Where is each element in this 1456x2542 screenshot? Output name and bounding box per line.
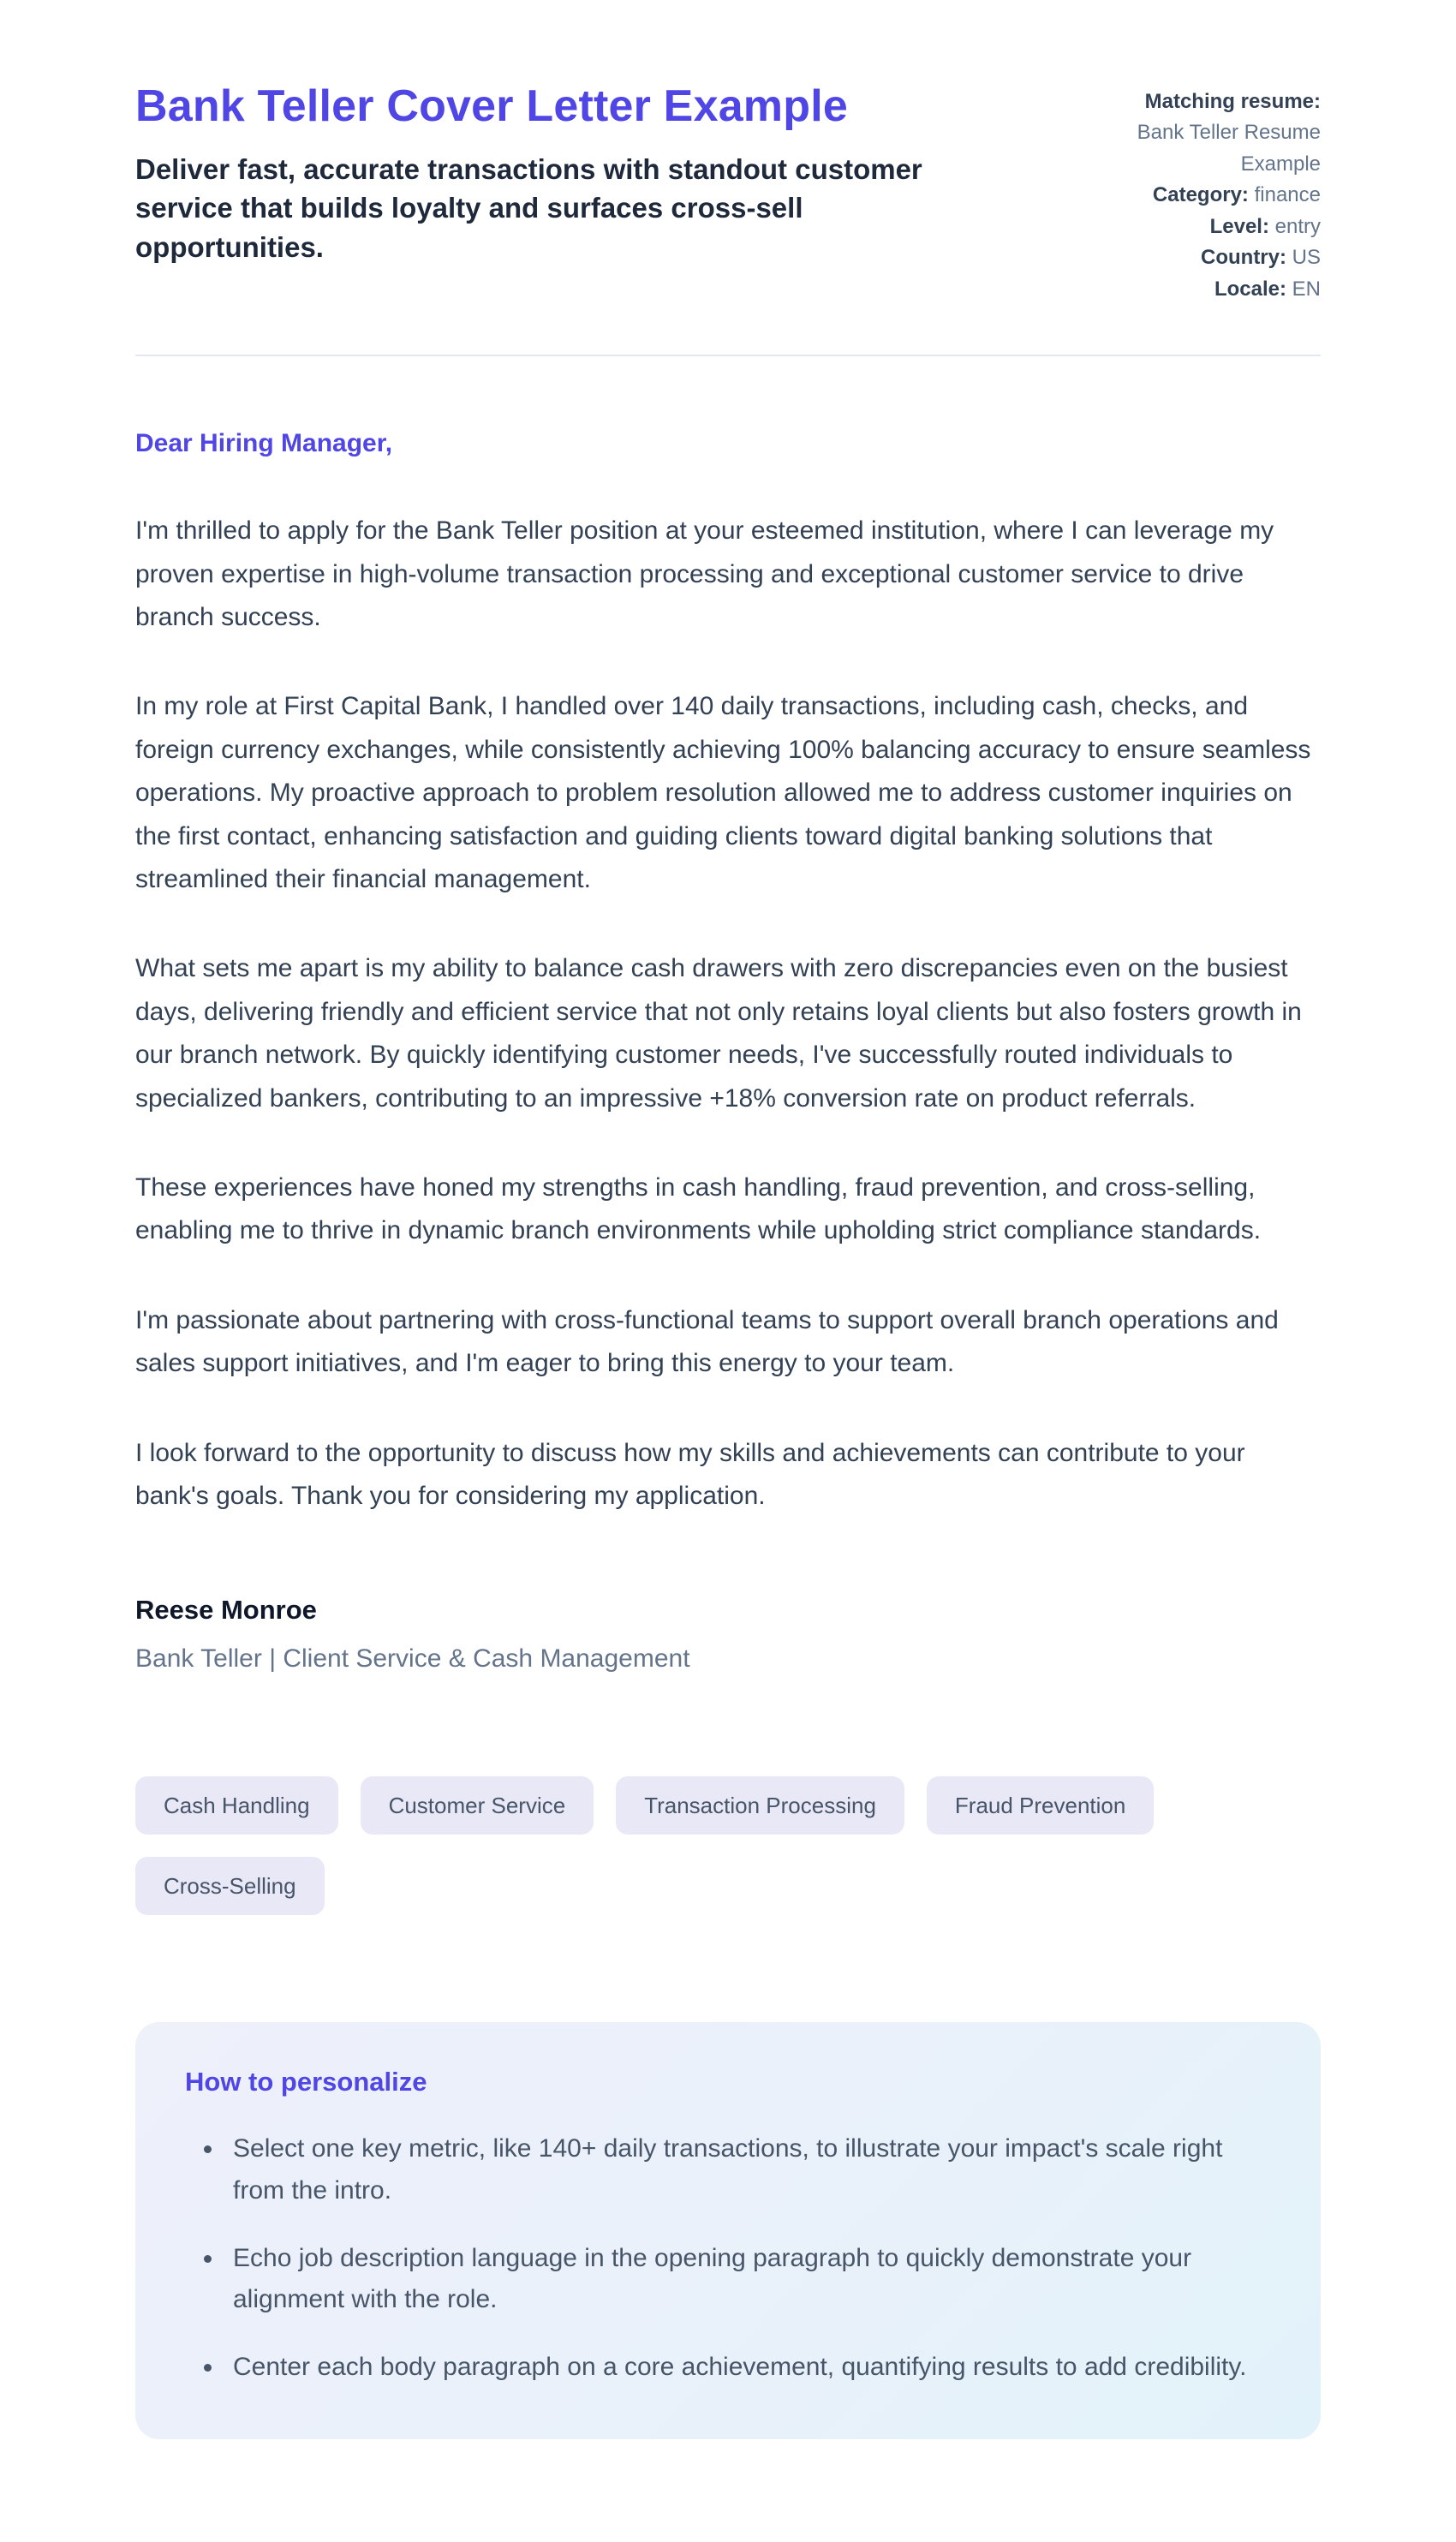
personalize-title: How to personalize	[185, 2067, 427, 2097]
cover-letter	[135, 429, 1321, 1674]
letter-paragraph: I'm passionate about partnering with cross-functional teams to support overall branch operations and sales support initiatives, and I'm eager to bring this energy to your team.	[135, 1305, 1279, 1378]
header-divider	[135, 355, 1321, 356]
letter-paragraph: In my role at First Capital Bank, I handled over 140 daily transactions, including cash, checks, and foreign currency exchanges, while consistently achieving 100% balancing accuracy to ensure seamless operations. My proactive approach to problem resolution allowed me to address customer inquiries on the first contact, enhancing satisfaction and guiding clients toward digital banking solutions that streamlined their financial management.	[135, 692, 1311, 894]
meta-locale	[1107, 274, 1321, 305]
meta-level-value: entry	[1274, 214, 1321, 238]
meta-category-value: finance	[1254, 183, 1321, 207]
meta-level-label: Level:	[1209, 214, 1269, 238]
meta-country	[1107, 242, 1321, 273]
meta-locale-value: EN	[1292, 277, 1321, 301]
meta-category	[1107, 180, 1321, 211]
page-subtitle: Deliver fast, accurate transactions with standout customer service that builds loyalty and surfaces cross-sell opportunities.	[135, 152, 922, 263]
meta-level	[1107, 212, 1321, 242]
personalize-tip: • Echo job description language in the opening paragraph to quickly demonstrate your alignment with the role.	[224, 2238, 1271, 2321]
personalize-tip-list	[185, 2128, 1271, 2388]
letter-paragraph: These experiences have honed my strengths in cash handling, fraud prevention, and cross-selling, enabling me to thrive in dynamic branch environments while upholding strict compliance standards.	[135, 1173, 1262, 1245]
personalize-tip: • Center each body paragraph on a core achievement, quantifying results to add credibility.	[224, 2347, 1271, 2389]
tag-transaction-processing: Transaction Processing	[616, 1776, 904, 1835]
letter-paragraph: What sets me apart is my ability to balance cash drawers with zero discrepancies even on the busiest days, delivering friendly and efficient service that not only retains loyal clients but also fosters growth in our branch network. By quickly identifying customer needs, I've successfully routed individuals to specialized bankers, contributing to an impressive +18% conversion rate on product referrals.	[135, 954, 1302, 1113]
tag-cash-handling: Cash Handling	[135, 1776, 338, 1835]
skill-tags	[135, 1776, 1321, 1915]
personalize-card	[135, 2022, 1321, 2439]
tag-fraud-prevention: Fraud Prevention	[927, 1776, 1154, 1835]
signature-block	[135, 1595, 1321, 1674]
meta-locale-label: Locale:	[1214, 277, 1286, 301]
page-title: Bank Teller Cover Letter Example	[135, 81, 848, 131]
header	[135, 81, 1321, 305]
content-container	[135, 0, 1321, 2542]
signature-name: Reese Monroe	[135, 1595, 317, 1626]
signature-role: Bank Teller | Client Service & Cash Management	[135, 1644, 690, 1674]
meta-matching-resume-label: Matching resume:	[1144, 90, 1321, 113]
letter-paragraph: I'm thrilled to apply for the Bank Teller position at your esteemed institution, where I can leverage my proven expertise in high-volume transaction processing and exceptional customer service to drive branch success.	[135, 516, 1274, 632]
header-left	[135, 81, 992, 266]
tag-cross-selling: Cross-Selling	[135, 1857, 325, 1915]
personalize-tip: • Select one key metric, like 140+ daily transactions, to illustrate your impact's scale right from the intro.	[224, 2128, 1271, 2211]
resume-meta	[1107, 81, 1321, 305]
meta-country-label: Country:	[1201, 246, 1286, 270]
meta-matching-resume-value: Bank Teller Resume Example	[1137, 121, 1321, 176]
letter-paragraph: I look forward to the opportunity to discuss how my skills and achievements can contribute to your bank's goals. Thank you for considering my application.	[135, 1438, 1245, 1510]
meta-country-value: US	[1292, 246, 1321, 270]
salutation: Dear Hiring Manager,	[135, 429, 393, 458]
meta-category-label: Category:	[1152, 183, 1249, 207]
tag-customer-service: Customer Service	[361, 1776, 594, 1835]
